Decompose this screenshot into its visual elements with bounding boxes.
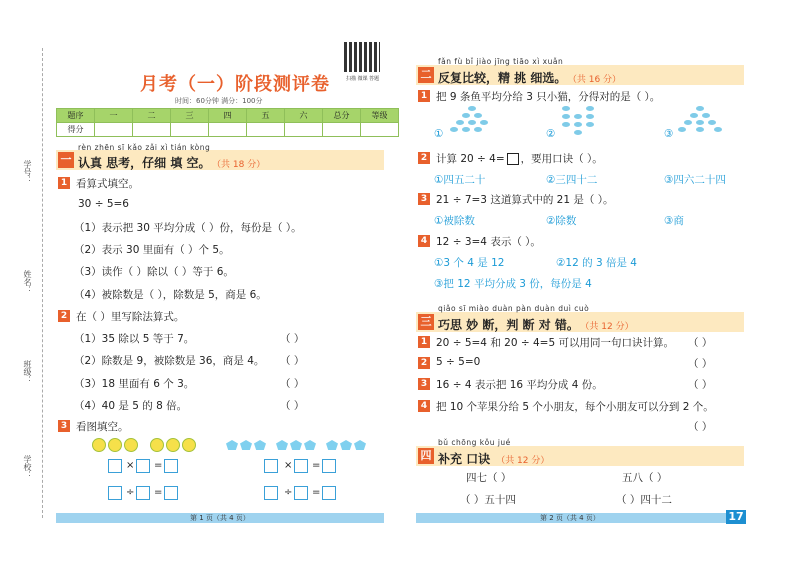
smiley-icon [182,438,196,452]
fill-item[interactable]: （1）表示把 30 平均分成（ ）份，每份是（ ）。 [74,222,302,234]
score-input-cell[interactable] [95,123,133,137]
true-false-statement: 20 ÷ 5=4 和 20 ÷ 4=5 可以用同一句口诀计算。 [436,337,674,349]
fish-icon [450,127,458,132]
student-number-label: 学号： [23,160,32,184]
mnemonic-fill[interactable]: （ ）五十四 [460,494,516,506]
answer-blank[interactable]: （ ） [688,358,713,370]
question-prompt: 把 9 条鱼平均分给 3 只小猫，分得对的是（ ）。 [436,91,661,103]
score-input-cell[interactable] [247,123,285,137]
smiley-icon [150,438,164,452]
fish-icon [586,114,594,119]
fish-icon [468,106,476,111]
answer-box[interactable] [294,459,308,473]
true-false-statement: 16 ÷ 4 表示把 16 平均分成 4 份。 [436,379,603,391]
option-3[interactable]: ③商 [664,215,684,227]
answer-box[interactable] [507,153,519,165]
equals-sign: = [312,487,321,498]
answer-box[interactable] [322,486,336,500]
score-table-row [57,123,399,137]
flower-icon [226,440,238,450]
qr-caption: 扫描 微课 答题 [346,76,380,82]
fish-icon [696,106,704,111]
school-label: 学校： [23,455,32,479]
option-2[interactable]: ②除数 [546,215,577,227]
fill-item[interactable]: （4）被除数是（ ），除数是 5，商是 6。 [74,289,267,301]
section-3-title-text: 巧思 妙 断，判 断 对 错。 [438,318,579,332]
question-prompt: 12 ÷ 3=4 表示（ ）。 [436,236,541,248]
flower-icon [304,440,316,450]
table-cell: 等级 [361,109,399,123]
fish-icon [696,120,704,125]
fish-icon [702,113,710,118]
answer-box[interactable] [294,486,308,500]
option-2[interactable]: ②12 的 3 倍是 4 [556,257,637,269]
option-3[interactable]: ③ [664,128,674,140]
page-number: 17 [726,510,746,524]
fish-icon [684,120,692,125]
division-item: （3）18 里面有 6 个 3。 [74,378,195,390]
fish-icon [480,120,488,125]
fish-icon [708,120,716,125]
fish-group-1 [448,106,496,134]
option-3[interactable]: ③四六二十四 [664,174,726,186]
fish-icon [474,113,482,118]
flower-icon [240,440,252,450]
section-2-title [438,69,621,86]
equals-sign: = [154,460,163,471]
option-1[interactable]: ① [434,128,444,140]
page-title: 月考（一）阶段测评卷 [140,74,330,95]
table-cell: 六 [285,109,323,123]
table-cell: 题序 [57,109,95,123]
flower-icon [354,440,366,450]
fish-icon [456,120,464,125]
fish-group-3 [676,106,724,134]
score-input-cell[interactable] [171,123,209,137]
question-number: 3 [418,193,430,205]
times-sign: × [126,460,135,471]
section-3-pinyin: qiǎo sī miào duàn pàn duàn duì cuò [438,304,590,313]
fish-icon [586,106,594,111]
section-3-score: （共 12 分） [584,322,634,332]
section-3-title [438,316,634,333]
table-cell: 二 [133,109,171,123]
answer-box[interactable] [108,486,122,500]
section-1-pinyin: rèn zhēn sī kǎo zǎi xì tián kòng [78,143,211,152]
question-number: 2 [58,310,70,322]
table-cell: 总分 [323,109,361,123]
fill-item[interactable]: （2）表示 30 里面有（ ）个 5。 [74,244,230,256]
footer-page-label: 第 1 页（共 4 页） [190,514,250,522]
answer-box[interactable] [264,486,278,500]
exam-meta: 时间：60分钟 满分：100分 [175,97,263,105]
question-prompt: 看图填空。 [76,421,129,433]
fish-icon [574,122,582,127]
answer-box[interactable] [108,459,122,473]
answer-box[interactable] [164,459,178,473]
table-cell: 一 [95,109,133,123]
question-number: 2 [418,152,430,164]
answer-blank[interactable]: （ ） [280,400,305,412]
question-prompt-head: 计算 20 ÷ 4= [436,153,505,165]
fish-icon [462,113,470,118]
fish-icon [562,122,570,127]
question-prompt-tail: ，要用口诀（ ）。 [520,153,603,165]
question-prompt: 看算式填空。 [76,178,139,190]
true-false-statement: 5 ÷ 5=0 [436,356,481,368]
answer-blank[interactable]: （ ） [688,379,713,391]
section-2-number: 二 [418,67,434,83]
score-input-cell[interactable] [209,123,247,137]
section-4-title-text: 补充 口诀 [438,452,491,466]
score-input-cell[interactable] [285,123,323,137]
table-cell: 五 [247,109,285,123]
fish-icon [462,127,470,132]
gutter-cut-line [42,48,43,518]
question-number: 4 [418,235,430,247]
fish-icon [714,127,722,132]
section-2-score: （共 16 分） [572,75,622,85]
option-1[interactable]: ①四五二十 [434,174,486,186]
option-2[interactable]: ② [546,128,556,140]
option-2[interactable]: ②三四十二 [546,174,598,186]
answer-box[interactable] [136,486,150,500]
question-prompt: 在（ ）里写除法算式。 [76,311,185,323]
fish-icon [586,122,594,127]
section-3-number: 三 [418,314,434,330]
answer-box[interactable] [136,459,150,473]
answer-blank[interactable]: （ ） [688,421,713,433]
smiley-icon [166,438,180,452]
class-label: 班级： [23,360,32,384]
section-1-title [78,154,265,171]
division-item: （4）40 是 5 的 8 倍。 [74,400,188,412]
answer-blank[interactable]: （ ） [280,355,305,367]
smiley-icon [124,438,138,452]
fish-icon [562,106,570,111]
flower-icon [326,440,338,450]
fish-icon [468,120,476,125]
question-number: 3 [418,378,430,390]
true-false-statement: 把 10 个苹果分给 5 个小朋友，每个小朋友可以分到 2 个。 [436,401,714,413]
fish-icon [690,113,698,118]
section-1-score: （共 18 分） [216,160,266,170]
question-number: 2 [418,357,430,369]
fish-icon [678,127,686,132]
fill-item[interactable]: （3）读作（ ）除以（ ）等于 6。 [74,266,234,278]
answer-blank[interactable]: （ ） [280,378,305,390]
equals-sign: = [312,460,321,471]
section-4-title [438,450,549,467]
section-2-pinyin: fǎn fù bǐ jiào jīng tiāo xì xuǎn [438,57,564,66]
mnemonic-fill[interactable]: 四七（ ） [466,472,512,484]
flower-icon [276,440,288,450]
section-2-title-text: 反复比较，精 挑 细选。 [438,71,567,85]
table-cell: 得分 [57,123,95,137]
score-input-cell[interactable] [133,123,171,137]
score-table [56,108,399,137]
section-4-number: 四 [418,448,434,464]
question-prompt: 21 ÷ 7=3 这道算式中的 21 是（ ）。 [436,194,614,206]
question-number: 1 [418,90,430,102]
fish-icon [562,114,570,119]
section-1-title-text: 认真 思考，仔细 填 空。 [78,156,211,170]
question-prompt [436,151,603,166]
question-number: 3 [58,420,70,432]
answer-box[interactable] [322,459,336,473]
option-1[interactable]: ①被除数 [434,215,475,227]
section-4-score: （共 12 分） [496,456,550,466]
equals-sign: = [154,487,163,498]
question-number: 4 [418,400,430,412]
fish-icon [574,130,582,135]
smiley-icon [92,438,106,452]
table-cell: 四 [209,109,247,123]
mnemonic-fill[interactable]: 五八（ ） [622,472,668,484]
times-sign: × [284,460,293,471]
expression: 30 ÷ 5=6 [78,198,129,210]
smiley-icon [108,438,122,452]
score-input-cell[interactable] [361,123,399,137]
divide-sign: ÷ [284,487,293,498]
division-item: （1）35 除以 5 等于 7。 [74,333,195,345]
answer-blank[interactable]: （ ） [688,337,713,349]
score-input-cell[interactable] [323,123,361,137]
section-1-number: 一 [58,152,74,168]
fish-icon [574,114,582,119]
flower-icon [290,440,302,450]
qr-code-icon[interactable] [344,42,380,72]
answer-blank[interactable]: （ ） [280,333,305,345]
flower-icon [254,440,266,450]
answer-box[interactable] [164,486,178,500]
score-table-header [57,109,399,123]
flower-icon [340,440,352,450]
option-3[interactable]: ③把 12 平均分成 3 份，每份是 4 [434,278,592,290]
fish-group-2 [558,106,606,134]
answer-box[interactable] [264,459,278,473]
section-4-pinyin: bǔ chōng kǒu jué [438,438,511,447]
mnemonic-fill[interactable]: （ ）四十二 [616,494,672,506]
question-number: 1 [58,177,70,189]
fish-icon [474,127,482,132]
division-item: （2）除数是 9，被除数是 36，商是 4。 [74,355,265,367]
table-cell: 三 [171,109,209,123]
footer-page-label: 第 2 页（共 4 页） [540,514,600,522]
option-1[interactable]: ①3 个 4 是 12 [434,257,505,269]
divide-sign: ÷ [126,487,135,498]
question-number: 1 [418,336,430,348]
fish-icon [696,127,704,132]
name-label: 姓名： [23,270,32,294]
